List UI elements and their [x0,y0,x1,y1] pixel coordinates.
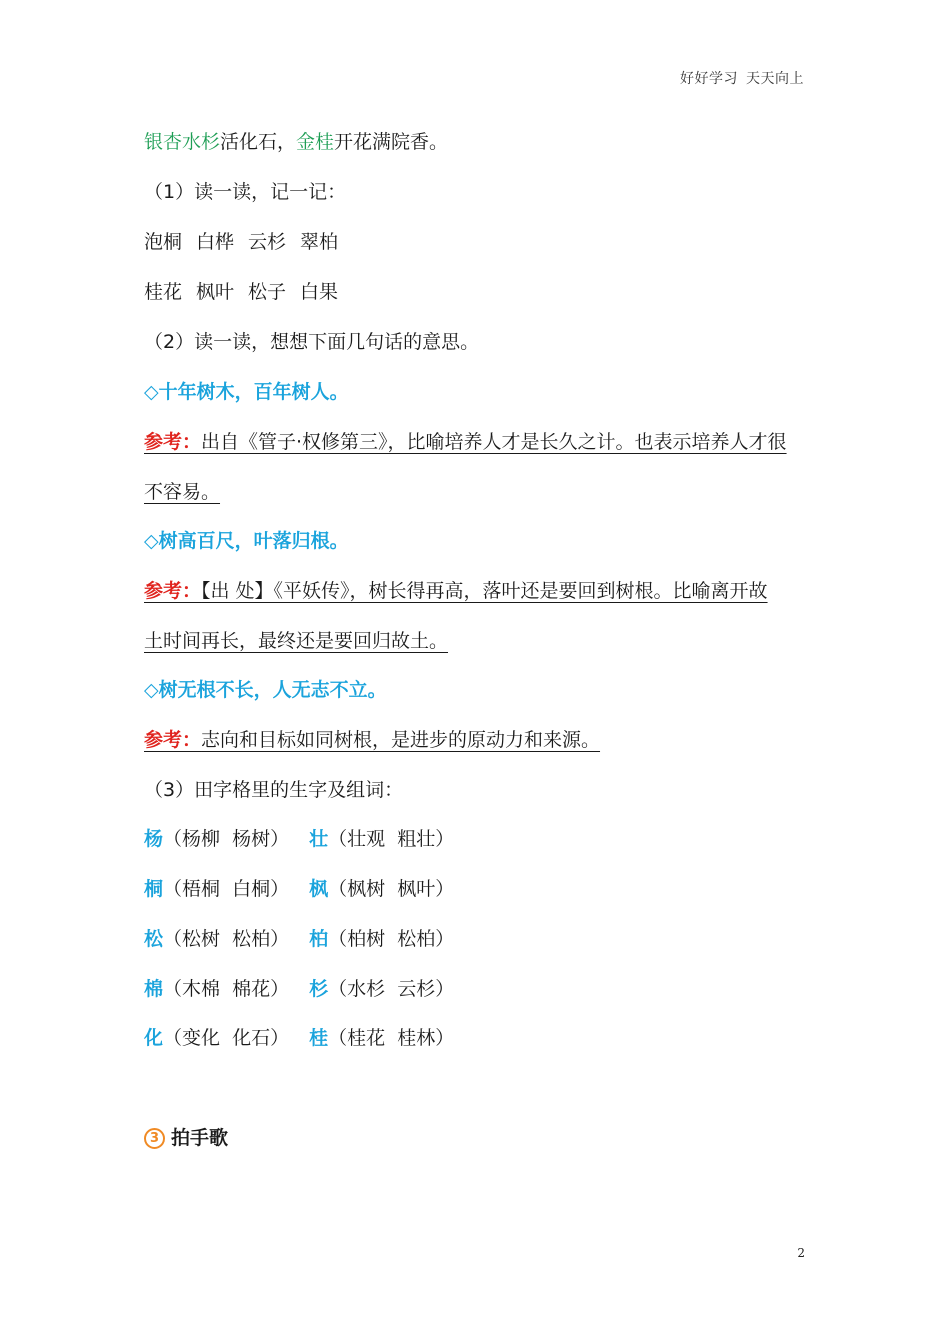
reference-text: 不容易。 [144,481,221,503]
character-words: （桂花 桂林） [328,1027,455,1049]
question-3-label: （3）田字格里的生字及组词： [144,779,404,801]
proverb-2: ◇树高百尺，叶落归根。 [144,530,349,552]
character-words: （梧桐 白桐） [163,878,290,900]
page-number: 2 [797,1246,805,1260]
reference-3-line-1 [144,727,600,753]
word: 桂花 [144,281,183,303]
proverb-3: ◇树无根不长，人无志不立。 [144,679,387,701]
word: 翠柏 [300,231,339,253]
intro-line [144,129,448,155]
character-row [144,1025,454,1051]
reference-1-line-2 [144,479,220,505]
proverb-1: ◇十年树木，百年树人。 [144,381,349,403]
new-character: 桂 [309,1027,329,1049]
word: 松子 [248,281,287,303]
reference-1-line-1 [144,429,787,455]
new-character: 桐 [144,878,164,900]
reference-label: 参考： [144,431,202,453]
page-header [680,68,804,88]
header-left: 好好学习 [680,71,738,87]
word: 白果 [300,281,339,303]
question-2-label: （2）读一读，想想下面几句话的意思。 [144,331,480,353]
word: 泡桐 [144,231,183,253]
reference-2-line-2 [144,628,448,654]
character-words: （松树 松柏） [163,928,290,950]
new-character: 松 [144,928,164,950]
character-words: （柏树 松柏） [328,928,455,950]
character-row [144,876,454,902]
character-words: （杨柳 杨树） [163,828,290,850]
character-row [144,826,454,852]
highlight-trees-1: 银杏水杉 [144,131,221,153]
intro-text-1: 活化石， [220,131,297,153]
new-character: 化 [144,1027,164,1049]
reference-text: 志向和目标如同树根，是进步的原动力和来源。 [201,729,601,751]
new-character: 棉 [144,978,164,1000]
circled-number-icon: 3 [144,1128,165,1149]
character-words: （变化 化石） [163,1027,290,1049]
new-character: 枫 [309,878,329,900]
reference-2-line-1 [144,578,768,604]
new-character: 柏 [309,928,329,950]
question-1-label: （1）读一读，记一记： [144,181,347,203]
character-words: （枫树 枫叶） [328,878,455,900]
new-character: 杨 [144,828,164,850]
word: 云杉 [248,231,287,253]
section-title: 拍手歌 [171,1127,229,1149]
character-words: （木棉 棉花） [163,978,290,1000]
reference-text: 【出 处】《平妖传》，树长得再高，落叶还是要回到树根。比喻离开故 [201,580,768,602]
character-row [144,926,454,952]
reference-text: 土时间再长，最终还是要回归故土。 [144,630,449,652]
reference-label: 参考： [144,729,202,751]
new-character: 杉 [309,978,329,1000]
header-right: 天天向上 [746,71,804,87]
word: 枫叶 [196,281,235,303]
reference-text: 出自《管子·权修第三》，比喻培养人才是长久之计。也表示培养人才很 [201,431,787,453]
section-heading [144,1125,228,1151]
character-words: （水杉 云杉） [328,978,455,1000]
word-row-1 [144,229,338,255]
character-row [144,976,454,1002]
new-character: 壮 [309,828,329,850]
highlight-trees-2: 金桂 [296,131,335,153]
word-row-2 [144,279,338,305]
reference-label: 参考： [144,580,202,602]
character-words: （壮观 粗壮） [328,828,455,850]
word: 白桦 [196,231,235,253]
intro-text-2: 开花满院香。 [334,131,449,153]
